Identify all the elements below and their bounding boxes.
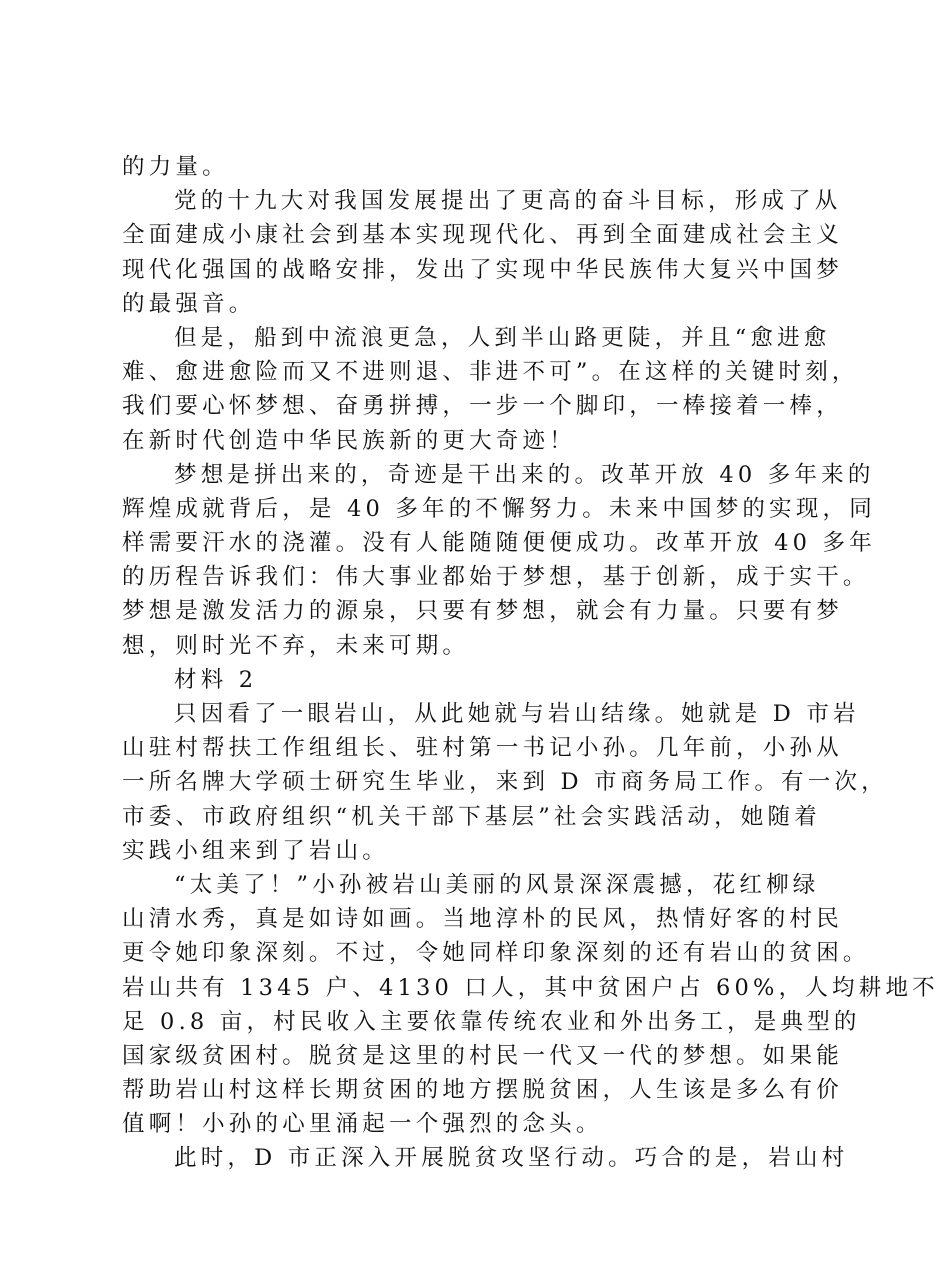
document-text-body — [122, 150, 939, 1176]
text-line: 但是，船到中流浪更急，人到半山路更陡，并且“愈进愈 — [174, 324, 831, 351]
text-line: 样需要汗水的浇灌。没有人能随随便便成功。改革开放 40 多年 — [122, 530, 876, 557]
text-line: 我们要心怀梦想、奋勇拼搏，一步一个脚印，一棒接着一棒， — [122, 393, 843, 420]
text-line: 更令她印象深刻。不过，令她同样印象深刻的还有岩山的贫困。 — [122, 940, 870, 967]
text-line: 帮助岩山村这样长期贫困的地方摆脱贫困，人生该是多么有价 — [122, 1077, 843, 1104]
text-line: 想，则时光不弃，未来可期。 — [122, 632, 470, 659]
text-line: 实践小组来到了岩山。 — [122, 837, 390, 864]
text-line: 梦想是拼出来的，奇迹是干出来的。改革开放 40 多年来的 — [174, 461, 875, 488]
text-line: 一所名牌大学硕士研究生毕业，来到 D 市商务局工作。有一次， — [122, 769, 888, 796]
text-line: 全面建成小康社会到基本实现现代化、再到全面建成社会主义 — [122, 222, 843, 249]
text-line: “太美了！”小孙被岩山美丽的风景深深震撼，花红柳绿 — [174, 871, 820, 898]
text-line: 辉煌成就背后，是 40 多年的不懈努力。未来中国梦的实现，同 — [122, 495, 876, 522]
document-page — [122, 150, 939, 1176]
text-line: 在新时代创造中华民族新的更大奇迹！ — [122, 427, 576, 454]
text-line: 现代化强国的战略安排，发出了实现中华民族伟大复兴中国梦 — [122, 256, 843, 283]
text-line: 的最强音。 — [122, 290, 256, 317]
text-line: 山清水秀，真是如诗如画。当地淳朴的民风，热情好客的村民 — [122, 906, 843, 933]
text-line: 山驻村帮扶工作组组长、驻村第一书记小孙。几年前，小孙从 — [122, 735, 843, 762]
text-line: 的力量。 — [122, 154, 229, 180]
text-line: 的历程告诉我们：伟大事业都始于梦想，基于创新，成于实干。 — [122, 564, 870, 591]
text-line: 只因看了一眼岩山，从此她就与岩山结缘。她就是 D 市岩 — [174, 701, 860, 727]
text-line: 国家级贫困村。脱贫是这里的村民一代又一代的梦想。如果能 — [122, 1042, 843, 1069]
text-line: 党的十九大对我国发展提出了更高的奋斗目标，形成了从 — [174, 188, 842, 215]
text-line: 岩山共有 1345 户、4130 口人，其中贫困户占 60%，人均耕地不 — [122, 974, 939, 1001]
text-line: 此时，D 市正深入开展脱贫攻坚行动。巧合的是，岩山村 — [174, 1145, 849, 1172]
text-line: 梦想是激发活力的源泉，只要有梦想，就会有力量。只要有梦 — [122, 598, 843, 625]
text-line: 值啊！小孙的心里涌起一个强烈的念头。 — [122, 1111, 603, 1138]
text-line: 足 0.8 亩，村民收入主要依靠传统农业和外出务工，是典型的 — [122, 1008, 861, 1035]
text-line: 材料 2 — [174, 666, 258, 693]
text-line: 难、愈进愈险而又不进则退、非进不可”。在这样的关键时刻， — [122, 359, 859, 386]
text-line: 市委、市政府组织“机关干部下基层”社会实践活动，她随着 — [122, 803, 821, 830]
